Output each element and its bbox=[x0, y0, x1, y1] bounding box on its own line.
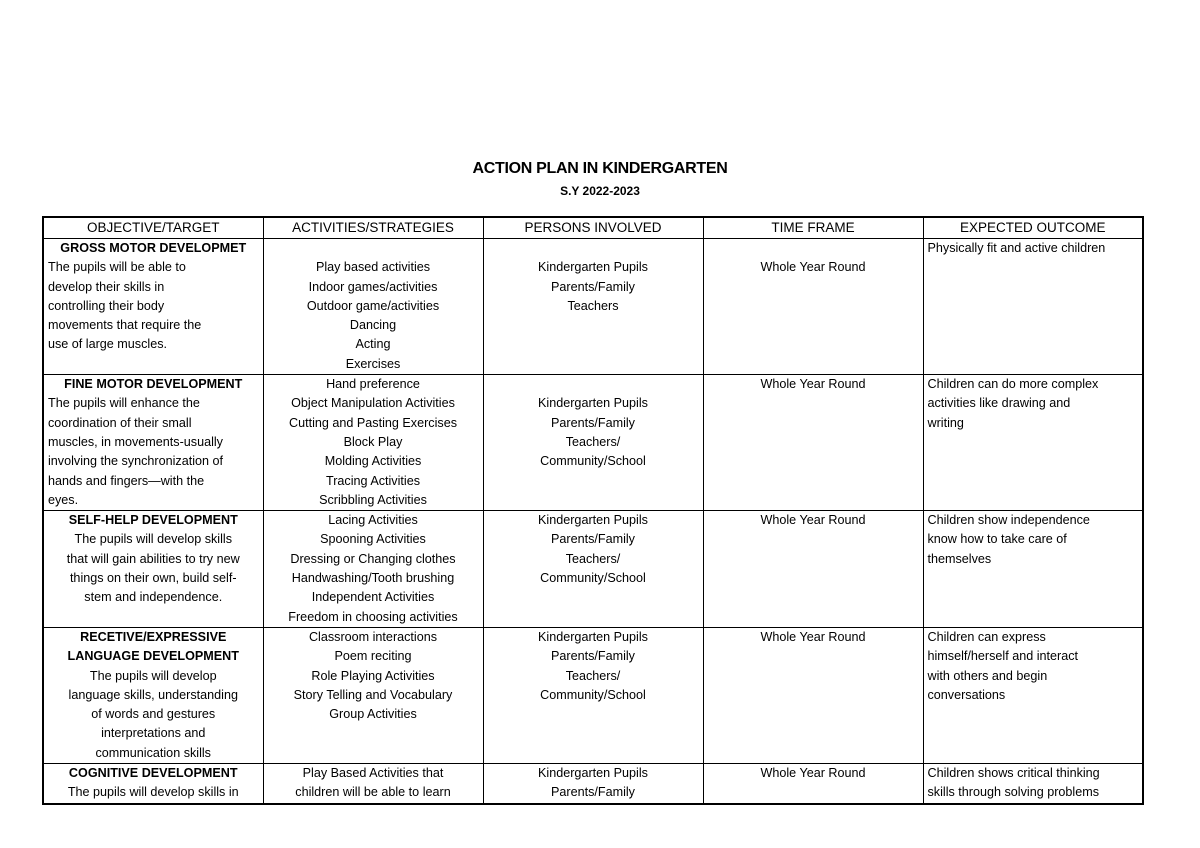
activity-item: Group Activities bbox=[329, 707, 417, 722]
header-time-frame: TIME FRAME bbox=[703, 217, 923, 239]
person-item: Kindergarten Pupils bbox=[538, 513, 648, 528]
objective-text: stem and independence. bbox=[84, 590, 223, 605]
objective-text: use of large muscles. bbox=[48, 337, 167, 352]
objective-cell bbox=[43, 375, 263, 511]
activity-item: Dressing or Changing clothes bbox=[290, 551, 456, 566]
person-item: Parents/Family bbox=[551, 415, 635, 430]
objective-text: things on their own, build self- bbox=[69, 571, 237, 586]
objective-text: that will gain abilities to try new bbox=[66, 551, 240, 566]
persons-cell bbox=[483, 627, 703, 763]
objective-cell bbox=[43, 764, 263, 804]
persons-cell bbox=[483, 511, 703, 628]
table-row bbox=[43, 511, 1143, 628]
objective-text: movements that require the bbox=[48, 318, 202, 333]
outcome-text: skills through solving problems bbox=[927, 785, 1099, 800]
objective-text: communication skills bbox=[95, 745, 211, 760]
objective-heading: LANGUAGE DEVELOPMENT bbox=[67, 649, 239, 664]
outcome-cell bbox=[923, 764, 1143, 804]
activity-item: Classroom interactions bbox=[308, 629, 438, 644]
person-item: Parents/Family bbox=[551, 532, 635, 547]
time-frame-cell bbox=[703, 511, 923, 628]
time-frame-cell bbox=[703, 239, 923, 375]
activity-item: Poem reciting bbox=[334, 649, 412, 664]
objective-text: hands and fingers—with the bbox=[48, 473, 205, 488]
objective-text: of words and gestures bbox=[91, 707, 216, 722]
objective-cell bbox=[43, 627, 263, 763]
time-frame: Whole Year Round bbox=[760, 629, 866, 644]
activity-item: Role Playing Activities bbox=[311, 668, 435, 683]
objective-text: interpretations and bbox=[101, 726, 206, 741]
persons-cell bbox=[483, 375, 703, 511]
activity-item: Spooning Activities bbox=[320, 532, 426, 547]
activities-cell bbox=[263, 627, 483, 763]
person-item: Teachers bbox=[567, 298, 619, 313]
person-item: Community/School bbox=[540, 454, 646, 469]
header-activities: ACTIVITIES/STRATEGIES bbox=[263, 217, 483, 239]
objective-heading: RECETIVE/EXPRESSIVE bbox=[80, 629, 227, 644]
outcome-text: himself/herself and interact bbox=[927, 649, 1078, 664]
activities-cell bbox=[263, 239, 483, 375]
time-frame: Whole Year Round bbox=[760, 260, 866, 275]
objective-text: The pupils will develop skills bbox=[74, 532, 232, 547]
objective-heading: SELF-HELP DEVELOPMENT bbox=[68, 513, 238, 528]
activity-item: Handwashing/Tooth brushing bbox=[291, 571, 455, 586]
objective-text: controlling their body bbox=[48, 298, 165, 313]
outcome-text: Children can express bbox=[927, 629, 1046, 644]
activities-cell bbox=[263, 375, 483, 511]
action-plan-table bbox=[42, 216, 1144, 805]
activity-item: Acting bbox=[355, 337, 391, 352]
time-frame-cell bbox=[703, 375, 923, 511]
table-row bbox=[43, 764, 1143, 804]
objective-text: language skills, understanding bbox=[68, 687, 238, 702]
objective-heading: COGNITIVE DEVELOPMENT bbox=[68, 766, 238, 781]
outcome-cell bbox=[923, 627, 1143, 763]
activity-item: Indoor games/activities bbox=[308, 279, 438, 294]
objective-cell bbox=[43, 511, 263, 628]
activity-item: children will be able to learn bbox=[295, 785, 451, 800]
person-item: Teachers/ bbox=[565, 668, 621, 683]
activity-item: Play based activities bbox=[315, 260, 431, 275]
objective-text: develop their skills in bbox=[48, 279, 165, 294]
activity-item: Outdoor game/activities bbox=[306, 298, 440, 313]
outcome-text: activities like drawing and bbox=[927, 396, 1071, 411]
time-frame: Whole Year Round bbox=[760, 766, 866, 781]
activity-item: Object Manipulation Activities bbox=[291, 396, 455, 411]
activity-item: Cutting and Pasting Exercises bbox=[288, 415, 457, 430]
activity-item: Scribbling Activities bbox=[319, 492, 427, 507]
person-item: Teachers/ bbox=[565, 551, 621, 566]
objective-heading: FINE MOTOR DEVELOPMENT bbox=[64, 377, 243, 392]
outcome-text: writing bbox=[927, 415, 964, 430]
persons-cell bbox=[483, 764, 703, 804]
activity-item: Block Play bbox=[343, 434, 403, 449]
header-row bbox=[43, 217, 1143, 239]
person-item: Kindergarten Pupils bbox=[538, 260, 648, 275]
outcome-text: Children show independence bbox=[927, 513, 1090, 528]
outcome-text: conversations bbox=[927, 687, 1006, 702]
objective-cell bbox=[43, 239, 263, 375]
time-frame-cell bbox=[703, 764, 923, 804]
persons-cell bbox=[483, 239, 703, 375]
table-row bbox=[43, 627, 1143, 763]
activity-item: Story Telling and Vocabulary bbox=[293, 687, 453, 702]
outcome-cell bbox=[923, 511, 1143, 628]
objective-text: The pupils will enhance the bbox=[48, 396, 200, 411]
person-item: Teachers/ bbox=[565, 434, 621, 449]
document-title: ACTION PLAN IN KINDERGARTEN bbox=[472, 160, 728, 177]
person-item: Kindergarten Pupils bbox=[538, 766, 648, 781]
person-item: Kindergarten Pupils bbox=[538, 629, 648, 644]
objective-text: The pupils will develop skills in bbox=[67, 785, 239, 800]
outcome-text: Children shows critical thinking bbox=[927, 766, 1100, 781]
header-persons: PERSONS INVOLVED bbox=[483, 217, 703, 239]
activity-item: Exercises bbox=[345, 356, 401, 371]
objective-heading: GROSS MOTOR DEVELOPMET bbox=[60, 241, 247, 255]
table-row bbox=[43, 375, 1143, 511]
school-year: S.Y 2022-2023 bbox=[560, 184, 640, 198]
objective-text: The pupils will develop bbox=[89, 668, 217, 683]
header-outcome: EXPECTED OUTCOME bbox=[923, 217, 1143, 239]
activity-item: Independent Activities bbox=[311, 590, 435, 605]
activity-item: Tracing Activities bbox=[325, 473, 421, 488]
outcome-text: themselves bbox=[927, 551, 992, 566]
activity-item: Hand preference bbox=[326, 377, 420, 392]
outcome-cell bbox=[923, 239, 1143, 375]
outcome-cell bbox=[923, 375, 1143, 511]
table-row bbox=[43, 239, 1143, 375]
person-item: Parents/Family bbox=[551, 785, 635, 800]
activity-item: Lacing Activities bbox=[328, 513, 418, 528]
person-item: Parents/Family bbox=[551, 279, 635, 294]
activity-item: Play Based Activities that bbox=[302, 766, 444, 781]
outcome-text: know how to take care of bbox=[927, 532, 1067, 547]
activity-item: Dancing bbox=[349, 318, 397, 333]
person-item: Kindergarten Pupils bbox=[538, 396, 648, 411]
person-item: Community/School bbox=[540, 687, 646, 702]
header-objective: OBJECTIVE/TARGET bbox=[43, 217, 263, 239]
time-frame-cell bbox=[703, 627, 923, 763]
time-frame: Whole Year Round bbox=[760, 513, 866, 528]
objective-text: The pupils will be able to bbox=[48, 260, 186, 275]
objective-text: involving the synchronization of bbox=[48, 454, 224, 469]
person-item: Community/School bbox=[540, 571, 646, 586]
activity-item: Molding Activities bbox=[324, 454, 422, 469]
activities-cell bbox=[263, 511, 483, 628]
objective-text: muscles, in movements-usually bbox=[48, 434, 223, 449]
outcome-text: Physically fit and active children bbox=[927, 241, 1106, 255]
outcome-text: with others and begin bbox=[927, 668, 1048, 683]
objective-text: eyes. bbox=[48, 492, 79, 507]
outcome-text: Children can do more complex bbox=[927, 377, 1099, 392]
activities-cell bbox=[263, 764, 483, 804]
activity-item: Freedom in choosing activities bbox=[288, 609, 458, 624]
person-item: Parents/Family bbox=[551, 649, 635, 664]
time-frame: Whole Year Round bbox=[760, 377, 866, 392]
objective-text: coordination of their small bbox=[48, 415, 192, 430]
